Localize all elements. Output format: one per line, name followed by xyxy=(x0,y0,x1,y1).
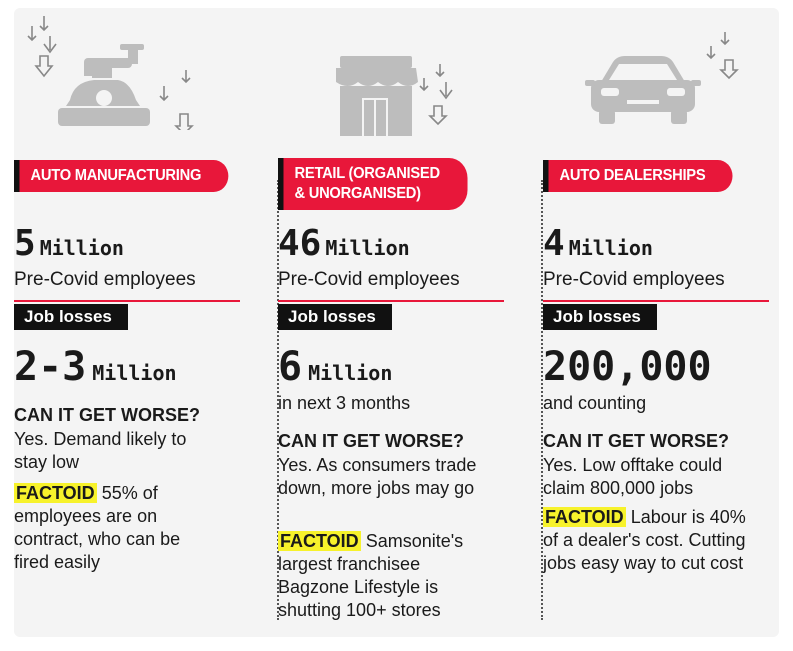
category-tag: AUTO MANUFACTURING xyxy=(14,160,229,192)
employees-count: 4 Million xyxy=(543,223,653,264)
factoid-label: FACTOID xyxy=(16,483,95,503)
column-retail xyxy=(278,0,518,651)
factory-robot-arm-icon xyxy=(14,10,214,130)
employees-count: 46 Million xyxy=(278,223,410,264)
car-icon xyxy=(543,20,743,140)
question-heading: CAN IT GET WORSE? xyxy=(278,431,464,451)
divider xyxy=(543,300,769,302)
category-tag: RETAIL (ORGANISED & UNORGANISED) xyxy=(278,158,467,210)
factoid xyxy=(14,482,219,574)
column-auto-manufacturing xyxy=(14,0,254,651)
store-icon xyxy=(278,20,478,140)
question-heading: CAN IT GET WORSE? xyxy=(543,431,729,451)
factoid xyxy=(278,530,493,622)
divider xyxy=(278,300,504,302)
job-losses-label: Job losses xyxy=(14,304,128,330)
employees-count: 5 Million xyxy=(14,223,124,264)
job-losses-label: Job losses xyxy=(543,304,657,330)
job-losses-value: 6 Million xyxy=(278,344,393,390)
answer-text: Yes. As consumers trade down, more jobs may go xyxy=(278,455,477,498)
factoid-label: FACTOID xyxy=(545,507,624,527)
employees-label: Pre-Covid employees xyxy=(278,269,460,290)
employees-label: Pre-Covid employees xyxy=(14,269,196,290)
factoid-label: FACTOID xyxy=(280,531,359,551)
divider xyxy=(14,300,240,302)
question-heading: CAN IT GET WORSE? xyxy=(14,405,200,425)
answer-text: Yes. Low offtake could claim 800,000 jobs xyxy=(543,455,723,498)
job-losses-label: Job losses xyxy=(278,304,392,330)
factoid xyxy=(543,506,758,575)
column-auto-dealerships xyxy=(543,0,783,651)
factoid-text: 55% of employees are on contract, who can be fired easily xyxy=(14,483,181,572)
factoid-text: Labour is 40% of a dealer's cost. Cutting jobs easy way to cut cost xyxy=(543,507,746,573)
job-losses-note: in next 3 months xyxy=(278,393,411,413)
job-losses-value: 200,000 xyxy=(543,344,712,390)
job-losses-note: and counting xyxy=(543,393,647,413)
answer-text: Yes. Demand likely to stay low xyxy=(14,429,187,472)
factoid-text: Samsonite's largest franchisee Bagzone Lifestyle is shutting 100+ stores xyxy=(278,531,464,620)
job-losses-value: 2-3 Million xyxy=(14,344,177,390)
category-tag: AUTO DEALERSHIPS xyxy=(543,160,733,192)
employees-label: Pre-Covid employees xyxy=(543,269,725,290)
